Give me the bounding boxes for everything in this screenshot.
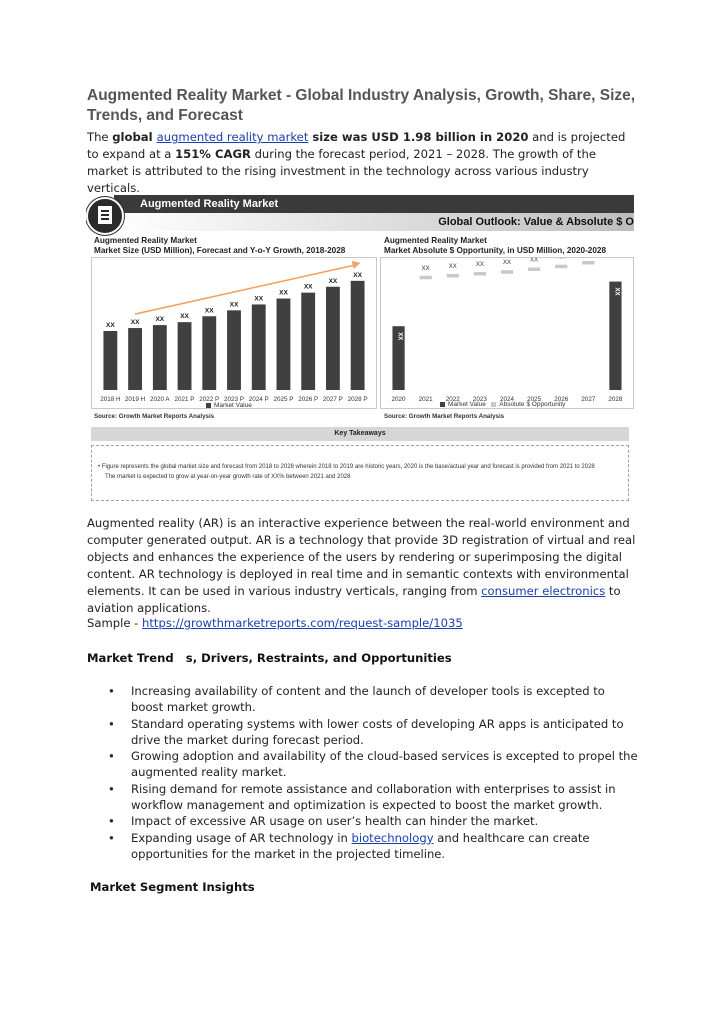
bar-2024-p: [252, 304, 266, 390]
list-item: [108, 716, 638, 749]
bar-data-label: XX: [328, 277, 338, 285]
bar-data-label: XX: [106, 322, 115, 329]
x-tick-label: 2023 P: [224, 396, 244, 403]
intro-bold-1: global: [112, 130, 157, 144]
bar-2028-p: [351, 281, 365, 390]
definition-tail: to aviation applications.: [87, 584, 621, 615]
bar-data-label: XX: [502, 260, 512, 267]
x-tick-label: 2026: [554, 396, 569, 403]
x-tick-label: 2028 P: [347, 396, 368, 403]
x-tick-label: 2022 P: [199, 396, 220, 403]
bullet-dot: •: [108, 684, 115, 698]
infographic-banner: [86, 195, 634, 233]
bar-opportunity-2024: [501, 270, 513, 274]
sample-line: [87, 615, 637, 632]
bar-opportunity-2026: [555, 265, 567, 269]
bar-data-label: XX: [396, 332, 403, 341]
bar-data-label: XX: [530, 258, 539, 264]
bar-2025-p: [277, 299, 291, 390]
left-source: Source: Growth Market Reports Analysis: [94, 413, 215, 420]
ar-market-link[interactable]: augmented reality market: [156, 130, 309, 144]
bar-data-label: XX: [279, 289, 288, 297]
bar-2019-h: [128, 328, 142, 390]
x-tick-label: 2027 P: [322, 396, 343, 403]
x-tick-label: 2019 H: [124, 396, 146, 403]
page-title: Augmented Reality Market - Global Industry Analysis, Growth, Share, Size, Trends, and Forecast: [87, 87, 636, 124]
list-item-text-pre: Expanding usage of AR technology in: [131, 830, 352, 845]
left-panel-heading-2: Market Size (USD Million), Forecast and Y-o-Y Growth, 2018-2028: [94, 246, 346, 255]
key-takeaways-text: [98, 462, 628, 482]
bar-data-label: [557, 258, 565, 261]
x-tick-label: 2018 H: [100, 396, 121, 403]
bar-2020-a: [153, 325, 167, 390]
list-item: [108, 748, 638, 781]
bar-2026-p: [301, 293, 315, 390]
right-legend-label-2: Absolute $ Opportunity: [499, 401, 566, 408]
definition-text: Augmented reality (AR) is an interactive experience between the real-world environment and computer generated output. AR is a technology that provide 3D registration of virtual and real objects and enhances the experience of the users by rendering or superimposing the digital content. AR technology is deployed in real time and in semantic contexts with environmental elements. It can be used in various industry verticals, ranging from: [87, 516, 636, 598]
trends-list: [108, 683, 638, 862]
x-tick-label: 2021 P: [174, 396, 195, 403]
bar-data-label: XX: [130, 319, 140, 327]
x-tick-label: 2028: [608, 396, 623, 403]
bar-data-label: XX: [303, 283, 313, 291]
x-tick-label: 2022: [445, 396, 460, 403]
key-takeaway-1-text: Figure represents the global market size and forecast from 2018 to 2028 wherein 2018 to 2019 are historic years, 2020 is the base/actual year and forecast is provided from 2021 to 2028: [101, 464, 595, 470]
left-legend: [206, 402, 252, 409]
bar-market-value-2028: [609, 282, 621, 390]
right-chart-frame: [380, 257, 634, 409]
right-panel-heading-1: Augmented Reality Market: [384, 236, 487, 245]
absolute-opportunity-bar-chart: [381, 258, 633, 408]
list-item: [108, 813, 638, 829]
bar-data-label: XX: [229, 301, 239, 309]
right-legend: [440, 401, 565, 408]
right-panel-heading-2: Market Absolute $ Opportunity, in USD Million, 2020-2028: [384, 246, 607, 255]
key-takeaways-bar: Key Takeaways: [91, 427, 629, 441]
bar-2021-p: [178, 322, 192, 390]
bar-opportunity-2022: [447, 274, 459, 278]
x-tick-label: 2020 A: [150, 396, 170, 403]
bar-data-label: XX: [448, 263, 457, 270]
list-item-text-post: and healthcare can create opportunities for the market in the projected timeline.: [131, 830, 590, 861]
bar-data-label: XX: [155, 316, 165, 324]
bar-2023-p: [227, 310, 241, 390]
infographic-subtitle: Global Outlook: Value & Absolute $ O: [438, 216, 634, 228]
legend-swatch-market-value: [206, 403, 211, 408]
list-item: [108, 781, 638, 814]
bar-data-label: XX: [613, 287, 620, 296]
left-legend-label: Market Value: [214, 402, 252, 409]
intro-bold-3: 151% CAGR: [175, 147, 251, 161]
intro-bold-2: size was USD 1.98 billion in 2020: [308, 130, 529, 144]
bar-opportunity-2023: [474, 272, 486, 276]
legend-swatch-opportunity: [491, 402, 496, 407]
intro-text-2: and is projected to expand at a: [87, 130, 626, 161]
list-item-text: Rising demand for remote assistance and collaboration with enterprises to assist in workflow management and optimization is expected to boost the market growth.: [131, 781, 616, 813]
legend-swatch-market-value-2: [440, 402, 445, 407]
growth-arrow-head: [352, 261, 361, 269]
x-tick-label: 2020: [391, 396, 406, 403]
consumer-electronics-link[interactable]: consumer electronics: [481, 584, 606, 598]
bullet-dot: •: [108, 749, 115, 764]
list-item-text: Impact of excessive AR usage on user’s health can hinder the market.: [131, 814, 539, 829]
right-legend-label-1: Market Value: [448, 401, 486, 408]
bullet-dot: •: [108, 716, 115, 731]
x-tick-label: 2021: [418, 396, 433, 403]
sample-link[interactable]: https://growthmarketreports.com/request-sample/1035: [142, 616, 463, 630]
list-item-text: Increasing availability of content and the launch of developer tools is excepted to boost market growth.: [131, 684, 605, 715]
market-infographic: [86, 195, 634, 507]
left-chart-frame: [91, 257, 377, 409]
key-takeaways-box: [91, 445, 629, 501]
list-item-text: Growing adoption and availability of the cloud-based services is excepted to propel the augmented reality market.: [131, 749, 638, 780]
key-takeaway-2: The market is expected to grow at year-on-year growth rate of XX% between 2021 and 2028: [105, 474, 351, 480]
market-size-bar-chart: [92, 258, 376, 408]
intro-paragraph: [87, 129, 637, 197]
list-item-text: Standard operating systems with lower costs of developing AR apps is anticipated to drive the market during forecast period.: [131, 716, 624, 747]
x-tick-label: 2025 P: [273, 396, 294, 403]
intro-text-1: The: [87, 130, 113, 144]
bar-2018-h: [103, 331, 117, 390]
definition-paragraph: [87, 515, 637, 617]
bar-2027-p: [326, 287, 340, 390]
x-tick-label: 2023: [472, 396, 487, 403]
bar-data-label: XX: [475, 262, 484, 269]
bar-data-label: XX: [180, 313, 189, 321]
bar-data-label: XX: [204, 307, 214, 315]
bullet-dot: •: [108, 814, 115, 829]
segment-heading: Market Segment Insights: [90, 880, 255, 894]
x-tick-label: 2026 P: [298, 396, 319, 403]
bar-opportunity-2027: [582, 261, 594, 265]
bullet-dot: •: [108, 830, 115, 845]
list-item: [108, 830, 638, 863]
bullet-dot: •: [108, 781, 115, 796]
bar-data-label: XX: [353, 271, 362, 279]
bar-data-label: XX: [421, 265, 430, 272]
x-tick-label: 2024 P: [248, 396, 269, 403]
intro-text-3: during the forecast period, 2021 – 2028. The growth of the market is attributed to the rising investment in the technology across various industry verticals.: [87, 147, 596, 195]
sample-label: Sample -: [87, 616, 143, 630]
left-panel-heading-1: Augmented Reality Market: [94, 236, 197, 245]
x-tick-label: 2025: [527, 396, 542, 403]
growth-trend-arrow: [135, 265, 356, 314]
right-source: Source: Growth Market Reports Analysis: [384, 413, 505, 420]
bar-opportunity-2025: [528, 267, 540, 271]
bar-2022-p: [202, 316, 216, 390]
bar-opportunity-2021: [420, 276, 432, 280]
infographic-title: Augmented Reality Market: [140, 198, 279, 210]
trends-heading: Market Trend s, Drivers, Restraints, and Opportunities: [87, 651, 452, 665]
x-tick-label: 2024: [499, 396, 515, 403]
document-icon: [86, 197, 124, 235]
key-takeaway-1: • Figure represents the global market size and forecast from 2018 to 2028 wherein 2018 to 2019 are historic years, 2020 is the base/actual year and forecast is provided from 2021 to 2028: [98, 464, 595, 470]
x-tick-label: 2027: [581, 396, 596, 403]
list-item: [108, 683, 638, 716]
bar-data-label: XX: [254, 295, 264, 303]
biotechnology-link[interactable]: biotechnology: [351, 830, 434, 845]
